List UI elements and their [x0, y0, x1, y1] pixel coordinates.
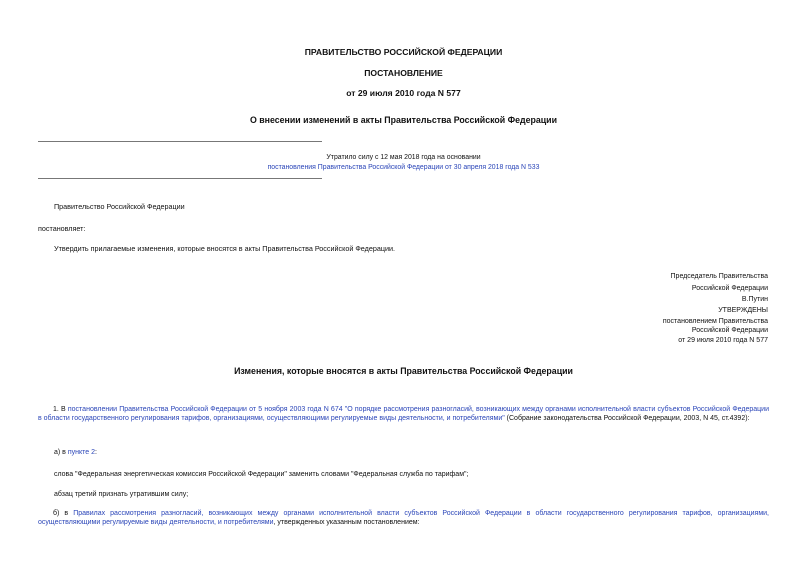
item-1-decree-link[interactable]: постановлении Правительства Российской Федерации от 5 ноября 2003 года N 674 "О порядке рассмотрения разногласий, возникающих между органами исполнительной власти субъектов Российской Федерации в области государственного регулирования тарифов, организациями, осуществляющими регулируемые виды деятельности, и потребителями"	[38, 406, 769, 423]
status-note-link[interactable]: постановления Правительства Российской Федерации от 30 апреля 2018 года N 533	[267, 164, 540, 171]
signature-line-2: Российской Федерации	[691, 285, 768, 292]
signature-line-3: В.Путин	[741, 296, 768, 303]
item-b-rules-link[interactable]: Правилах рассмотрения разногласий, возникающих между органами исполнительной власти субъектов Российской Федерации в области государственного регулирования тарифов, организациями, осуществляющими регулируемые виды деятельности, и потребителями	[38, 510, 769, 527]
signature-line-5: постановлением Правительства	[662, 318, 768, 325]
document-subject: О внесении изменений в акты Правительства Российской Федерации	[249, 115, 557, 125]
approve-line: Утвердить прилагаемые изменения, которые вносятся в акты Правительства Российской Федерации.	[54, 244, 395, 253]
item-a-point-link[interactable]: пункте 2	[67, 449, 95, 456]
status-note-text: Утратило силу с 12 мая 2018 года на основании	[326, 154, 481, 161]
document-date-number: от 29 июля 2010 года N 577	[346, 88, 461, 98]
change-item-b	[38, 509, 769, 528]
changes-title: Изменения, которые вносятся в акты Правительства Российской Федерации	[234, 366, 573, 376]
signature-line-1: Председатель Правительства	[670, 273, 768, 280]
government-line: Правительство Российской Федерации	[54, 202, 185, 211]
signature-line-6: Российской Федерации	[691, 327, 768, 334]
divider-bottom	[38, 178, 322, 179]
decree-word: постановляет:	[38, 224, 86, 233]
item-a-suffix: :	[95, 449, 97, 456]
item-b-suffix: , утвержденных указанным постановлением:	[273, 519, 420, 527]
government-title: ПРАВИТЕЛЬСТВО РОССИЙСКОЙ ФЕДЕРАЦИИ	[304, 47, 503, 57]
item-1-number: 1. В	[53, 406, 66, 413]
signature-line-4: УТВЕРЖДЕНЫ	[718, 307, 768, 314]
words-replace-line: слова "Федеральная энергетическая комиссия Российской Федерации" заменить словами "Федеральная служба по тарифам";	[54, 471, 469, 478]
abzac-line: абзац третий признать утратившим силу;	[54, 491, 189, 498]
signature-line-7: от 29 июля 2010 года N 577	[678, 337, 768, 344]
change-item-1	[38, 405, 769, 424]
change-item-a	[54, 448, 769, 457]
item-1-tail: (Собрание законодательства Российской Федерации, 2003, N 45, ст.4392):	[506, 415, 750, 423]
document-type: ПОСТАНОВЛЕНИЕ	[364, 68, 443, 78]
item-a-prefix: а) в	[54, 449, 66, 456]
item-b-prefix: б) в	[53, 510, 69, 517]
divider-top	[38, 141, 322, 142]
